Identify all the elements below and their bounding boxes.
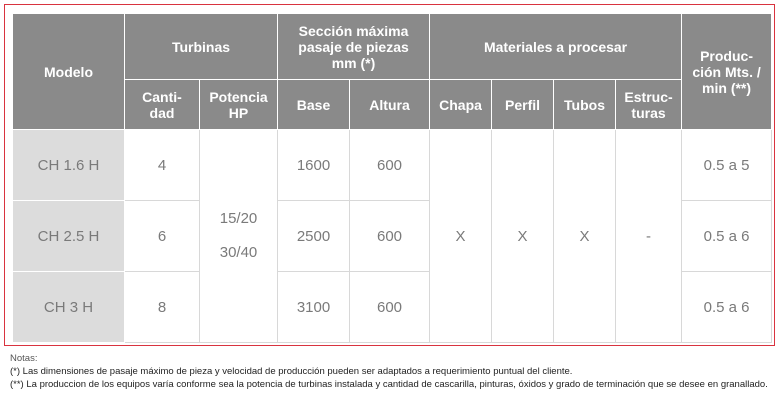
header-turbinas: Turbinas xyxy=(125,14,278,80)
header-chapa: Chapa xyxy=(430,80,492,130)
cell-base: 2500 xyxy=(278,201,350,272)
header-seccion: Sección máxima pasaje de piezas mm (*) xyxy=(278,14,430,80)
cell-chapa: X xyxy=(430,130,492,343)
cell-altura: 600 xyxy=(350,201,430,272)
header-materiales: Materiales a procesar xyxy=(430,14,682,80)
cell-tubos: X xyxy=(554,130,616,343)
cell-modelo: CH 2.5 H xyxy=(13,201,125,272)
table-row xyxy=(13,130,772,201)
cell-base: 1600 xyxy=(278,130,350,201)
cell-estructuras: - xyxy=(616,130,682,343)
cell-cantidad: 4 xyxy=(125,130,200,201)
specifications-table xyxy=(12,13,772,343)
cell-cantidad: 6 xyxy=(125,201,200,272)
cell-produccion: 0.5 a 6 xyxy=(682,201,772,272)
header-base: Base xyxy=(278,80,350,130)
header-estructuras: Estruc-turas xyxy=(616,80,682,130)
note-2: (**) La produccion de los equipos varía conforme sea la potencia de turbinas instalada y cantidad de cascarilla, pinturas, óxidos y grado de terminación que se desee en granallado. xyxy=(10,379,768,390)
note-1: (*) Las dimensiones de pasaje máximo de pieza y velocidad de producción pueden ser adaptados a requerimiento puntual del cliente. xyxy=(10,366,573,377)
potencia-value: 30/40 xyxy=(219,244,258,261)
cell-produccion: 0.5 a 6 xyxy=(682,272,772,343)
header-perfil: Perfil xyxy=(492,80,554,130)
cell-base: 3100 xyxy=(278,272,350,343)
cell-altura: 600 xyxy=(350,272,430,343)
header-altura: Altura xyxy=(350,80,430,130)
header-potencia: Potencia HP xyxy=(200,80,278,130)
header-tubos: Tubos xyxy=(554,80,616,130)
header-modelo: Modelo xyxy=(13,14,125,130)
cell-cantidad: 8 xyxy=(125,272,200,343)
cell-perfil: X xyxy=(492,130,554,343)
cell-modelo: CH 3 H xyxy=(13,272,125,343)
header-produccion: Produc-ción Mts. / min (**) xyxy=(682,14,772,130)
notes-title: Notas: xyxy=(10,353,38,364)
cell-potencia xyxy=(200,130,278,343)
cell-modelo: CH 1.6 H xyxy=(13,130,125,201)
potencia-value: 15/20 xyxy=(219,210,258,227)
cell-altura: 600 xyxy=(350,130,430,201)
header-cantidad: Canti-dad xyxy=(125,80,200,130)
cell-produccion: 0.5 a 5 xyxy=(682,130,772,201)
notes-section xyxy=(10,352,780,391)
